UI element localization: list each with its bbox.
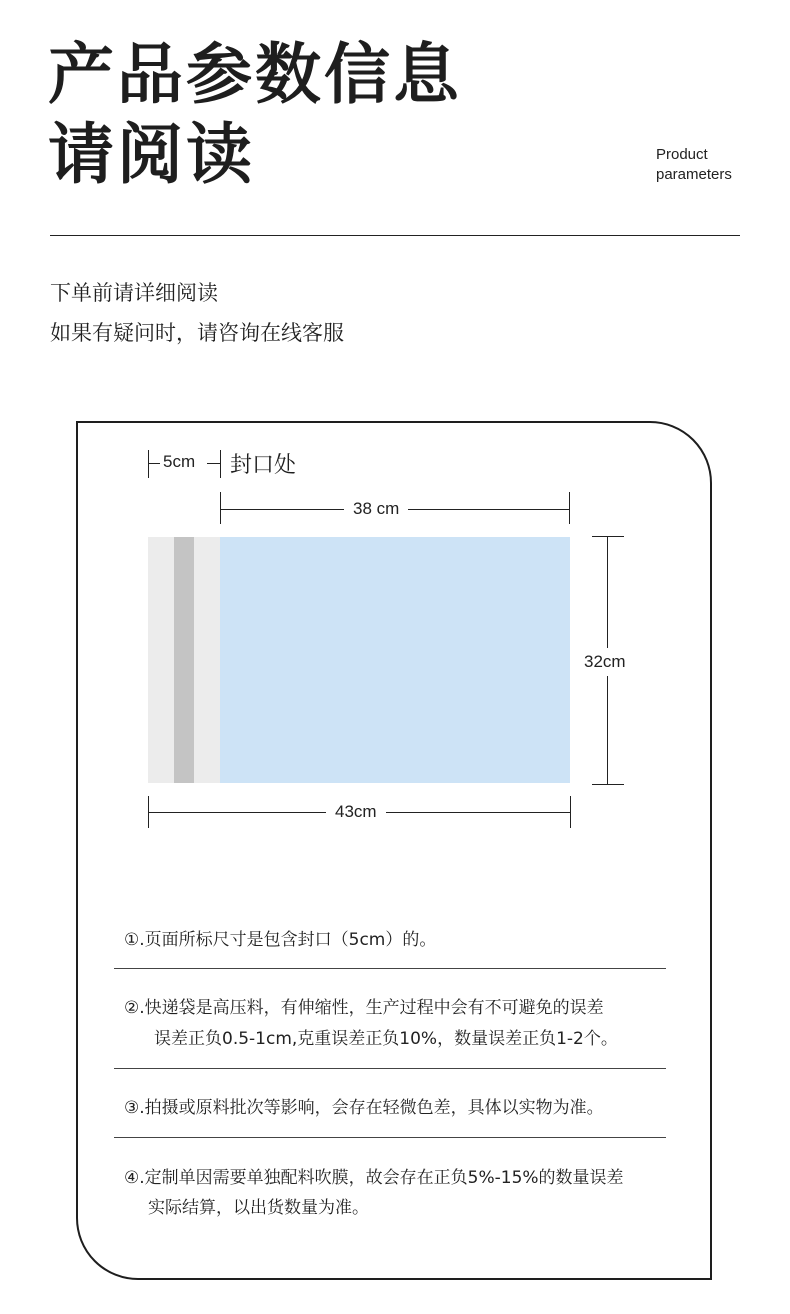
body-width-label: 38 cm <box>344 499 408 519</box>
header-divider <box>50 235 740 236</box>
total-dim-right-tick <box>570 796 571 828</box>
total-width-label: 43cm <box>326 802 386 822</box>
seal-strip-inner <box>194 537 220 783</box>
seal-dim-left-tick <box>148 450 149 478</box>
height-dim-top-tick <box>592 536 624 537</box>
note-divider-2 <box>114 1068 666 1069</box>
seal-strip-outer <box>148 537 174 783</box>
page-title: 产品参数信息 <box>48 36 462 113</box>
note-4-line-1: ④.定制单因需要单独配料吹膜，故会存在正负5%-15%的数量误差 <box>124 1168 624 1188</box>
note-divider-1 <box>114 968 666 969</box>
note-4-line-2: 实际结算，以出货数量为准。 <box>148 1198 369 1218</box>
height-dim-bottom-tick <box>592 784 624 785</box>
seal-strip-adhesive <box>174 537 194 783</box>
seal-width-label: 5cm <box>163 452 196 471</box>
height-label: 32cm <box>582 648 628 676</box>
note-1: ①.页面所标尺寸是包含封口（5cm）的。 <box>124 930 437 950</box>
body-dim-right-tick <box>569 492 570 524</box>
note-2-line-2: 误差正负0.5-1cm,克重误差正负10%，数量误差正负1-2个。 <box>154 1029 618 1049</box>
bag-body <box>220 537 570 783</box>
seal-dim-left-line <box>148 463 160 464</box>
note-divider-3 <box>114 1137 666 1138</box>
page-subtitle: 请阅读 <box>48 116 255 193</box>
note-3: ③.拍摄或原料批次等影响，会存在轻微色差，具体以实物为准。 <box>124 1098 604 1118</box>
note-2-line-1: ②.快递袋是高压料，有伸缩性，生产过程中会有不可避免的误差 <box>124 998 604 1018</box>
english-label-line1: Product <box>656 146 708 163</box>
seal-dim-right-line <box>207 463 220 464</box>
intro-line-2: 如果有疑问时，请咨询在线客服 <box>50 321 344 345</box>
english-label-line2: parameters <box>656 166 732 183</box>
body-dim-left-tick <box>220 492 221 524</box>
seal-dim-right-tick <box>220 450 221 478</box>
seal-label: 封口处 <box>230 453 297 478</box>
intro-line-1: 下单前请详细阅读 <box>50 281 218 305</box>
